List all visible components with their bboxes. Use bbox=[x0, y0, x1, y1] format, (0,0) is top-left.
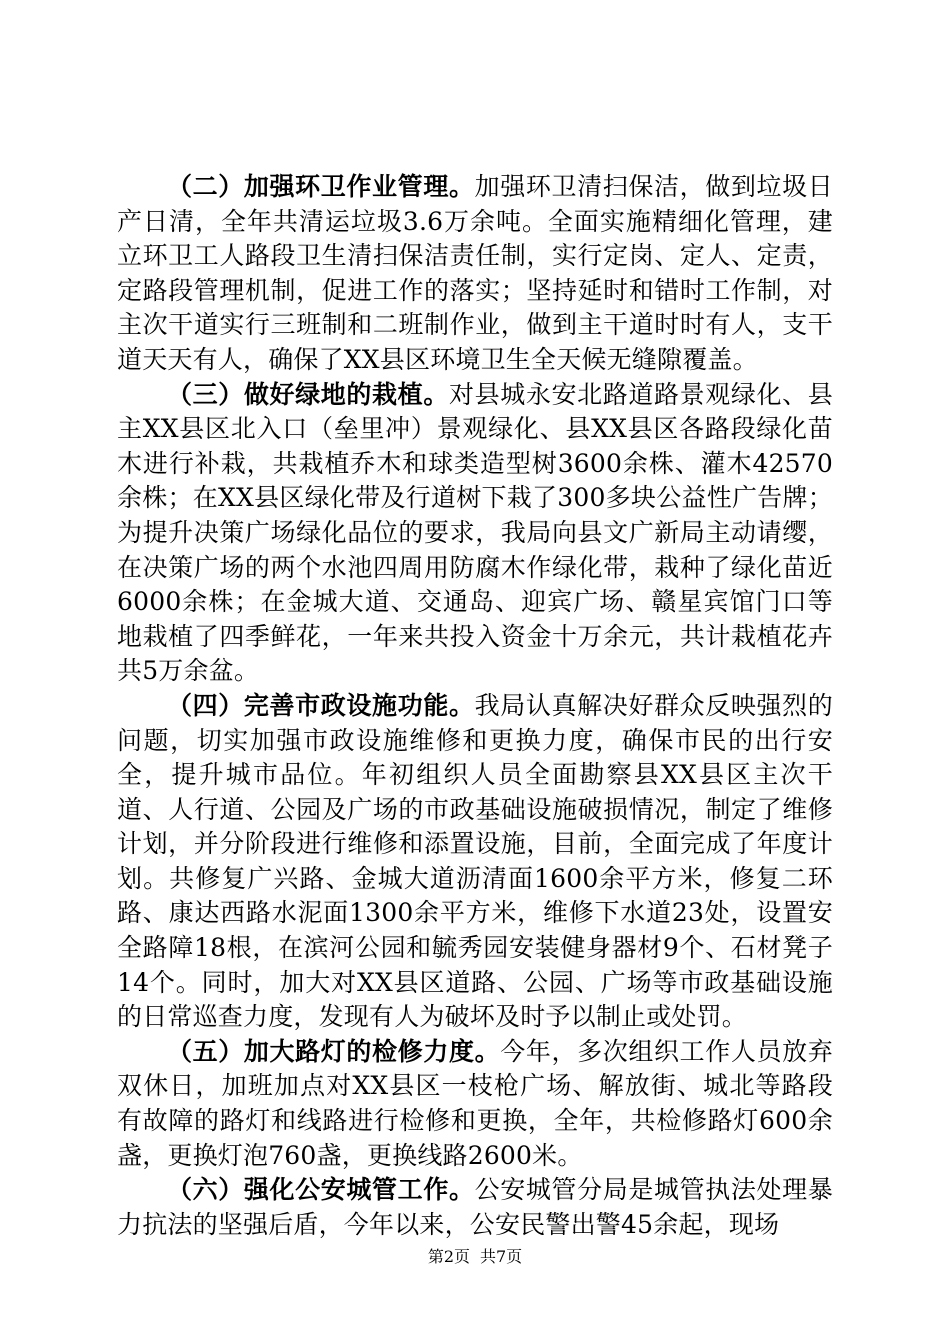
page-number-total: 共7页 bbox=[480, 1247, 523, 1266]
paragraph-sanitation bbox=[117, 170, 833, 378]
paragraph-greening bbox=[117, 378, 833, 689]
page-number-current: 第2页 bbox=[427, 1247, 470, 1266]
paragraph-municipal-facilities bbox=[117, 689, 833, 1035]
paragraph-text: 加强环卫清扫保洁，做到垃圾日产日清，全年共清运垃圾3.6万余吨。全面实施精细化管理，建立环卫工人路段卫生清扫保洁责任制，实行定岗、定人、定责，定路段管理机制，促进工作的落实；坚持延时和错时工作制，对主次干道实行三班制和二班制作业，做到主干道时时有人，支干道天天有人，确保了XX县区环境卫生全天候无缝隙覆盖。 bbox=[117, 172, 833, 374]
paragraph-heading: （二）加强环卫作业管理。 bbox=[167, 172, 475, 201]
paragraph-police-urban-management bbox=[117, 1173, 833, 1242]
document-body bbox=[117, 170, 833, 1242]
paragraph-text: 对县城永安北路道路景观绿化、县主XX县区北入口（垒里冲）景观绿化、县XX县区各路段绿化苗木进行补栽，共栽植乔木和球类造型树3600余株、灌木42570余株；在XX县区绿化带及行道树下栽了300多块公益性广告牌；为提升决策广场绿化品位的要求，我局向县文广新局主动请缨，在决策广场的两个水池四周用防腐木作绿化带，栽种了绿化苗近6000余株；在金城大道、交通岛、迎宾广场、赣星宾馆门口等地栽植了四季鲜花，一年来共投入资金十万余元，共计栽植花卉共5万余盆。 bbox=[117, 379, 833, 686]
paragraph-heading: （五）加大路灯的检修力度。 bbox=[167, 1036, 501, 1066]
paragraph-heading: （三）做好绿地的栽植。 bbox=[167, 379, 449, 409]
page-footer bbox=[0, 1244, 950, 1267]
paragraph-heading: （四）完善市政设施功能。 bbox=[167, 690, 475, 720]
paragraph-text: 我局认真解决好群众反映强烈的问题，切实加强市政设施维修和更换力度，确保市民的出行安全，提升城市品位。年初组织人员全面勘察县XX县区主次干道、人行道、公园及广场的市政基础设施破损情况，制定了维修计划，并分阶段进行维修和添置设施，目前，全面完成了年度计划。共修复广兴路、金城大道沥清面1600余平方米，修复二环路、康达西路水泥面1300余平方米，维修下水道23处，设置安全路障18根，在滨河公园和毓秀园安装健身器材9个、石材凳子14个。同时，加大对XX县区道路、公园、广场等市政基础设施的日常巡查力度，发现有人为破坏及时予以制止或处罚。 bbox=[117, 690, 833, 1032]
paragraph-heading: （六）强化公安城管工作。 bbox=[167, 1175, 475, 1205]
paragraph-text: 今年，多次组织工作人员放弃双休日，加班加点对XX县区一枝枪广场、解放街、城北等路段有故障的路灯和线路进行检修和更换，全年，共检修路灯600余盏，更换灯泡760盏，更换线路2600米。 bbox=[117, 1036, 833, 1170]
paragraph-text: 公安城管分局是城管执法处理暴力抗法的坚强后盾，今年以来，公安民警出警45余起，现场 bbox=[117, 1175, 833, 1239]
paragraph-street-lights bbox=[117, 1035, 833, 1173]
